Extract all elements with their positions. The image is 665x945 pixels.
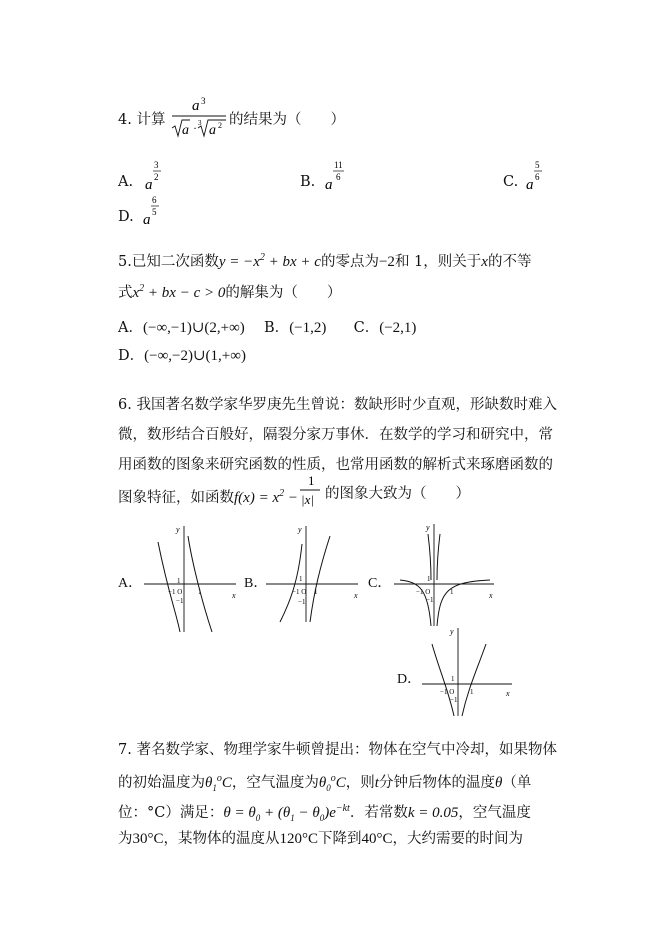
q5-zero: −2	[378, 254, 395, 270]
q7-l4d: ，大约需要的时间为	[392, 831, 524, 847]
q7-k: k = 0.05	[407, 805, 459, 821]
q5-option-b[interactable]	[264, 320, 326, 336]
q7-l4c: 下降到	[318, 831, 362, 847]
q6-graph-d[interactable]	[418, 624, 518, 719]
svg-text:a: a	[325, 177, 333, 192]
q4-number: 4.	[118, 112, 132, 128]
q4-option-d-value	[142, 193, 172, 227]
q5-option-d[interactable]	[118, 346, 246, 366]
q5-l1a: 5.已知二次函数	[118, 254, 219, 270]
svg-text:−1 O: −1 O	[440, 688, 455, 696]
q5-line2	[118, 279, 341, 303]
q4-option-b[interactable]	[300, 172, 315, 192]
svg-text:y: y	[176, 525, 180, 534]
q5-l1b: 的零点为	[320, 254, 379, 270]
svg-text:a: a	[209, 123, 216, 138]
q7-theta: θ	[494, 775, 503, 791]
q6-line4	[118, 484, 298, 508]
q4-d-exp-num: 6	[152, 195, 157, 205]
q7-l2e: （单	[502, 775, 532, 791]
q6-line1: 6. 我国著名数学家华罗庚先生曾说：数缺形时少直观，形缺数时难入	[118, 397, 557, 413]
q5-d-value: (−∞,−2)∪(1,+∞)	[144, 348, 246, 364]
svg-text:1: 1	[299, 575, 303, 583]
q7-theta0: $\theta_0^oC$	[318, 773, 346, 793]
svg-text:3: 3	[198, 119, 202, 127]
svg-text:x: x	[506, 689, 510, 698]
q6-graph-a[interactable]	[140, 522, 240, 637]
svg-text:−1 O: −1 O	[416, 588, 431, 596]
q4-option-a-label: A.	[118, 174, 134, 190]
q7-t120: 120°C	[279, 831, 319, 847]
q5-l1d: 的不等	[487, 254, 532, 270]
q6-line2: 微，数形结合百般好，隔裂分家万事休．在数学的学习和研究中，常	[118, 427, 553, 443]
q6-graph-b[interactable]	[262, 522, 362, 627]
svg-text:·: ·	[193, 121, 197, 135]
svg-text:1: 1	[427, 575, 431, 583]
q5-l2a: 式	[118, 285, 133, 301]
q6-l4a: 图象特征，如函数	[118, 490, 234, 506]
q7-l4b: ，某物体的温度从	[163, 831, 280, 847]
svg-text:a: a	[192, 98, 200, 114]
q5-options-row1	[118, 318, 416, 338]
svg-text:−1 O: −1 O	[292, 588, 307, 596]
q7-line4	[118, 829, 523, 849]
q6-graph-c[interactable]	[390, 520, 500, 630]
q4-option-d-label: D.	[118, 209, 134, 225]
q6-line3: 用函数的图象来研究函数的性质，也常用函数的解析式来琢磨函数的	[118, 457, 553, 473]
svg-text:a: a	[182, 123, 189, 138]
q7-t30: 30°C	[132, 831, 164, 847]
q4-option-b-value	[324, 158, 354, 192]
q6-line4-suffix: 的图象大致为（ ）	[325, 486, 470, 502]
svg-text:−1: −1	[176, 597, 184, 605]
q4-b-exp-num: 11	[334, 160, 343, 170]
svg-text:1: 1	[470, 688, 474, 696]
q7-formula: $\theta = \theta_0 + (\theta_1 - \theta_0)e^{-kt}$	[223, 803, 350, 823]
q5-func: $y = -x^2$ + bx + c	[218, 252, 321, 270]
svg-text:−1: −1	[426, 596, 434, 604]
svg-text:−1: −1	[450, 696, 458, 704]
q7-l2b: ，空气温度为	[231, 775, 319, 791]
svg-text:x: x	[354, 591, 358, 600]
svg-text:y: y	[298, 525, 302, 534]
q5-line1	[118, 248, 531, 272]
svg-text:a: a	[145, 177, 153, 192]
svg-text:2: 2	[218, 121, 222, 130]
svg-text:1: 1	[451, 675, 455, 683]
svg-text:3: 3	[201, 96, 206, 106]
svg-text:a: a	[143, 212, 151, 227]
svg-text:x: x	[489, 591, 493, 600]
svg-text:−1 O: −1 O	[168, 588, 183, 596]
q4-c-exp-num: 5	[535, 160, 540, 170]
q5-option-a[interactable]	[118, 320, 245, 336]
q6-option-c-label[interactable]: C．	[368, 576, 392, 591]
q5-b-value: (−1,2)	[289, 320, 327, 336]
q7-l3b: ．若常数	[349, 805, 408, 821]
svg-text:1: 1	[198, 588, 202, 596]
q5-option-c[interactable]	[354, 320, 417, 336]
q5-a-label: A．	[118, 320, 143, 336]
svg-text:−1: −1	[298, 598, 306, 606]
q4-option-c-value	[525, 158, 555, 192]
q4-option-c-label: C.	[503, 174, 519, 190]
svg-text:x: x	[232, 591, 236, 600]
q4-option-a-value	[144, 158, 174, 192]
q5-c-label: C．	[353, 320, 380, 336]
q4-suffix: 的结果为（ ）	[229, 112, 345, 128]
q4-option-c[interactable]	[503, 172, 518, 192]
q7-line3	[118, 799, 531, 828]
q4-c-exp-den: 6	[535, 172, 540, 182]
q7-l2a: 的初始温度为	[118, 775, 205, 791]
q4-fraction	[170, 96, 230, 140]
q7-l2d: 分钟后物体的温度	[378, 775, 495, 791]
q4-prefix: 计算	[136, 112, 166, 128]
q4-option-d[interactable]	[118, 207, 134, 227]
q5-b-label: B．	[264, 320, 290, 336]
q7-line1: 7. 著名数学家、物理学家牛顿曾提出：物体在空气中冷却，如果物体	[118, 742, 557, 758]
svg-text:1: 1	[450, 588, 454, 596]
svg-text:y: y	[426, 523, 430, 532]
q6-option-b-label[interactable]: B．	[244, 576, 268, 591]
svg-text:1: 1	[308, 473, 315, 488]
q5-c-value: (−2,1)	[379, 320, 417, 336]
q4-option-a[interactable]	[118, 172, 133, 192]
svg-text:1: 1	[177, 577, 181, 585]
q7-t: t	[374, 775, 379, 791]
q4-b-exp-den: 6	[336, 172, 341, 182]
q6-option-d-label[interactable]: D．	[397, 672, 422, 687]
q7-l2c: ，则	[345, 775, 375, 791]
q4-a-exp-den: 2	[154, 172, 159, 182]
q7-l3a: 位：°C）满足：	[118, 805, 224, 821]
q7-l4a: 为	[118, 831, 133, 847]
q5-a-value: (−∞,−1)∪(2,+∞)	[142, 320, 245, 336]
q5-ineq: $x^2$ + bx − c > 0	[132, 283, 226, 301]
q5-d-label: D．	[118, 348, 145, 364]
q7-line2	[118, 769, 531, 798]
q4-option-b-label: B.	[300, 174, 316, 190]
svg-text:a: a	[526, 177, 534, 192]
q7-l3c: ，空气温度	[458, 805, 531, 821]
svg-text:|x|: |x|	[301, 492, 314, 507]
q4-stem	[118, 110, 165, 130]
q4-a-exp-num: 3	[154, 160, 159, 170]
q5-x: x	[481, 254, 488, 270]
q4-d-exp-den: 5	[152, 207, 157, 217]
q6-func-fraction	[298, 472, 324, 508]
q5-l2b: 的解集为（ ）	[225, 285, 342, 301]
q5-l1c: 和 1，则关于	[394, 254, 482, 270]
q7-theta1: $\theta_1^oC$	[205, 773, 232, 793]
q6-func: $f(x) = x^2$ −	[234, 488, 298, 506]
svg-text:1: 1	[314, 588, 318, 596]
q7-t40: 40°C	[361, 831, 393, 847]
svg-text:y: y	[450, 627, 454, 636]
q6-option-a-label[interactable]: A．	[118, 576, 143, 591]
